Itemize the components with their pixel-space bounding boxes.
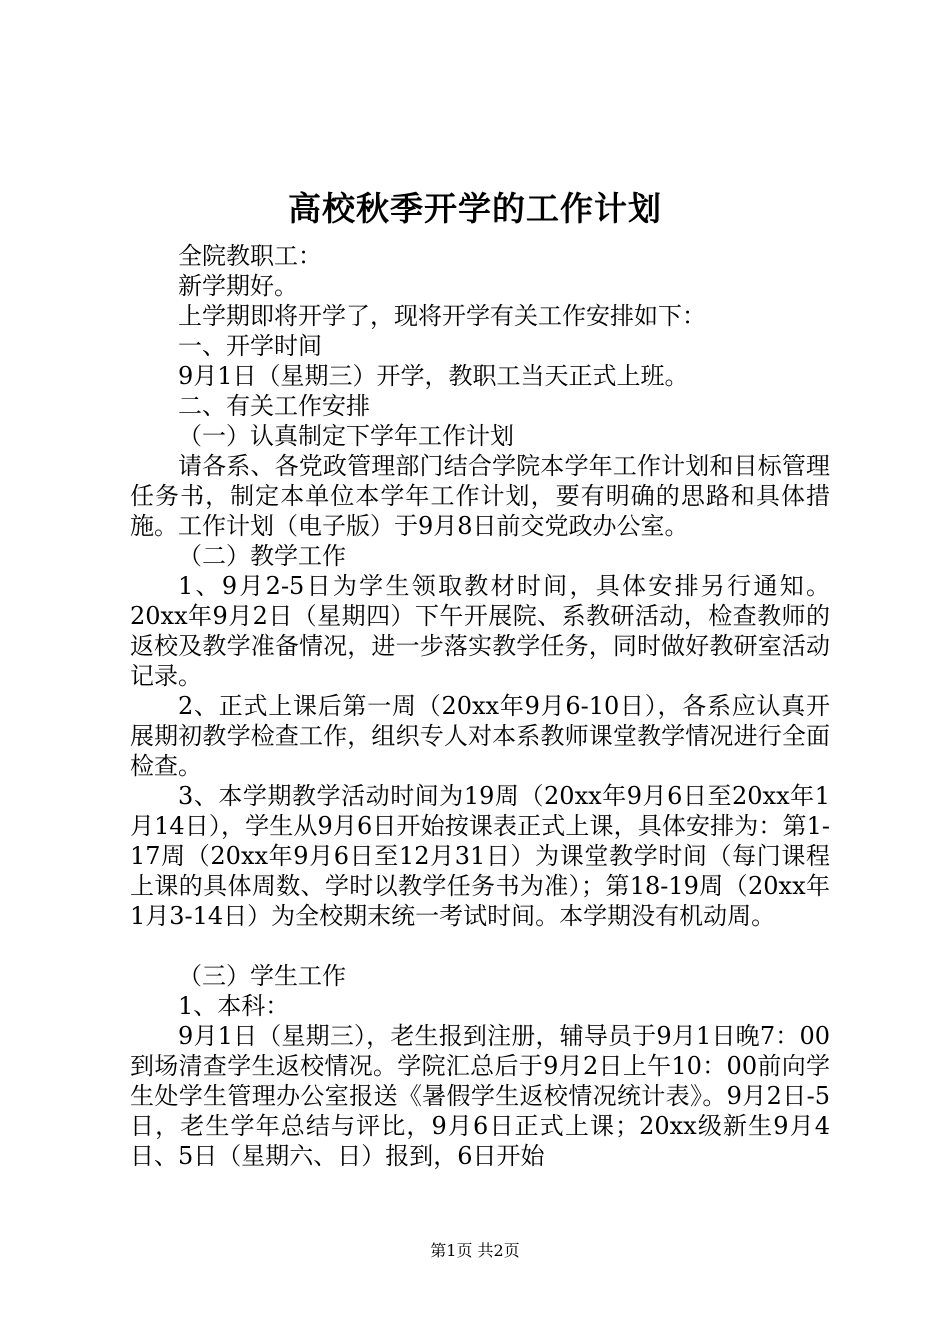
teaching-item-3: 3、本学期教学活动时间为19周（20xx年9月6日至20xx年1月14日），学生从9月6日开始按课表正式上课，具体安排为：第1-17周（20xx年9月6日至12月31日）为课堂教学时间（每门课程上课的具体周数、学时以教学任务书为准）；第18-19周（20xx年1月3-14日）为全校期末统一考试时间。本学期没有机动周。 <box>130 782 830 930</box>
opening-time-paragraph: 9月1日（星期三）开学，教职工当天正式上班。 <box>178 362 689 390</box>
teaching-item-1: 1、9月2-5日为学生领取教材时间，具体安排另行通知。20xx年9月2日（星期四）下午开展院、系教研活动，检查教师的返校及教学准备情况，进一步落实教学任务，同时做好教研室活动记录。 <box>130 572 830 690</box>
subsection-heading-work-plan: （一）认真制定下学年工作计划 <box>178 422 514 450</box>
subsection-heading-teaching: （二）教学工作 <box>178 542 346 570</box>
subsection-heading-student-work: （三）学生工作 <box>178 962 346 990</box>
document-title: 高校秋季开学的工作计划 <box>288 189 662 228</box>
salutation: 新学期好。 <box>178 272 298 300</box>
section-heading-work-arrangements: 二、有关工作安排 <box>178 392 370 420</box>
page-number: 第1页 共2页 <box>430 1241 520 1260</box>
greeting: 全院教职工： <box>178 242 322 270</box>
section-heading-opening-time: 一、开学时间 <box>178 332 322 360</box>
undergraduate-paragraph: 9月1日（星期三），老生报到注册，辅导员于9月1日晚7：00到场清查学生返校情况。学院汇总后于9月2日上午10：00前向学生处学生管理办公室报送《暑假学生返校情况统计表》。9月2日-5日，老生学年总结与评比，9月6日正式上课；20xx级新生9月4日、5日（星期六、日）报到，6日开始 <box>130 1022 830 1170</box>
intro-paragraph: 上学期即将开学了，现将开学有关工作安排如下： <box>178 302 706 330</box>
undergraduate-heading: 1、本科： <box>178 992 290 1020</box>
teaching-item-2: 2、正式上课后第一周（20xx年9月6-10日），各系应认真开展期初教学检查工作，组织专人对本系教师课堂教学情况进行全面检查。 <box>130 692 830 780</box>
work-plan-paragraph: 请各系、各党政管理部门结合学院本学年工作计划和目标管理任务书，制定本单位本学年工作计划，要有明确的思路和具体措施。工作计划（电子版）于9月8日前交党政办公室。 <box>130 452 830 540</box>
